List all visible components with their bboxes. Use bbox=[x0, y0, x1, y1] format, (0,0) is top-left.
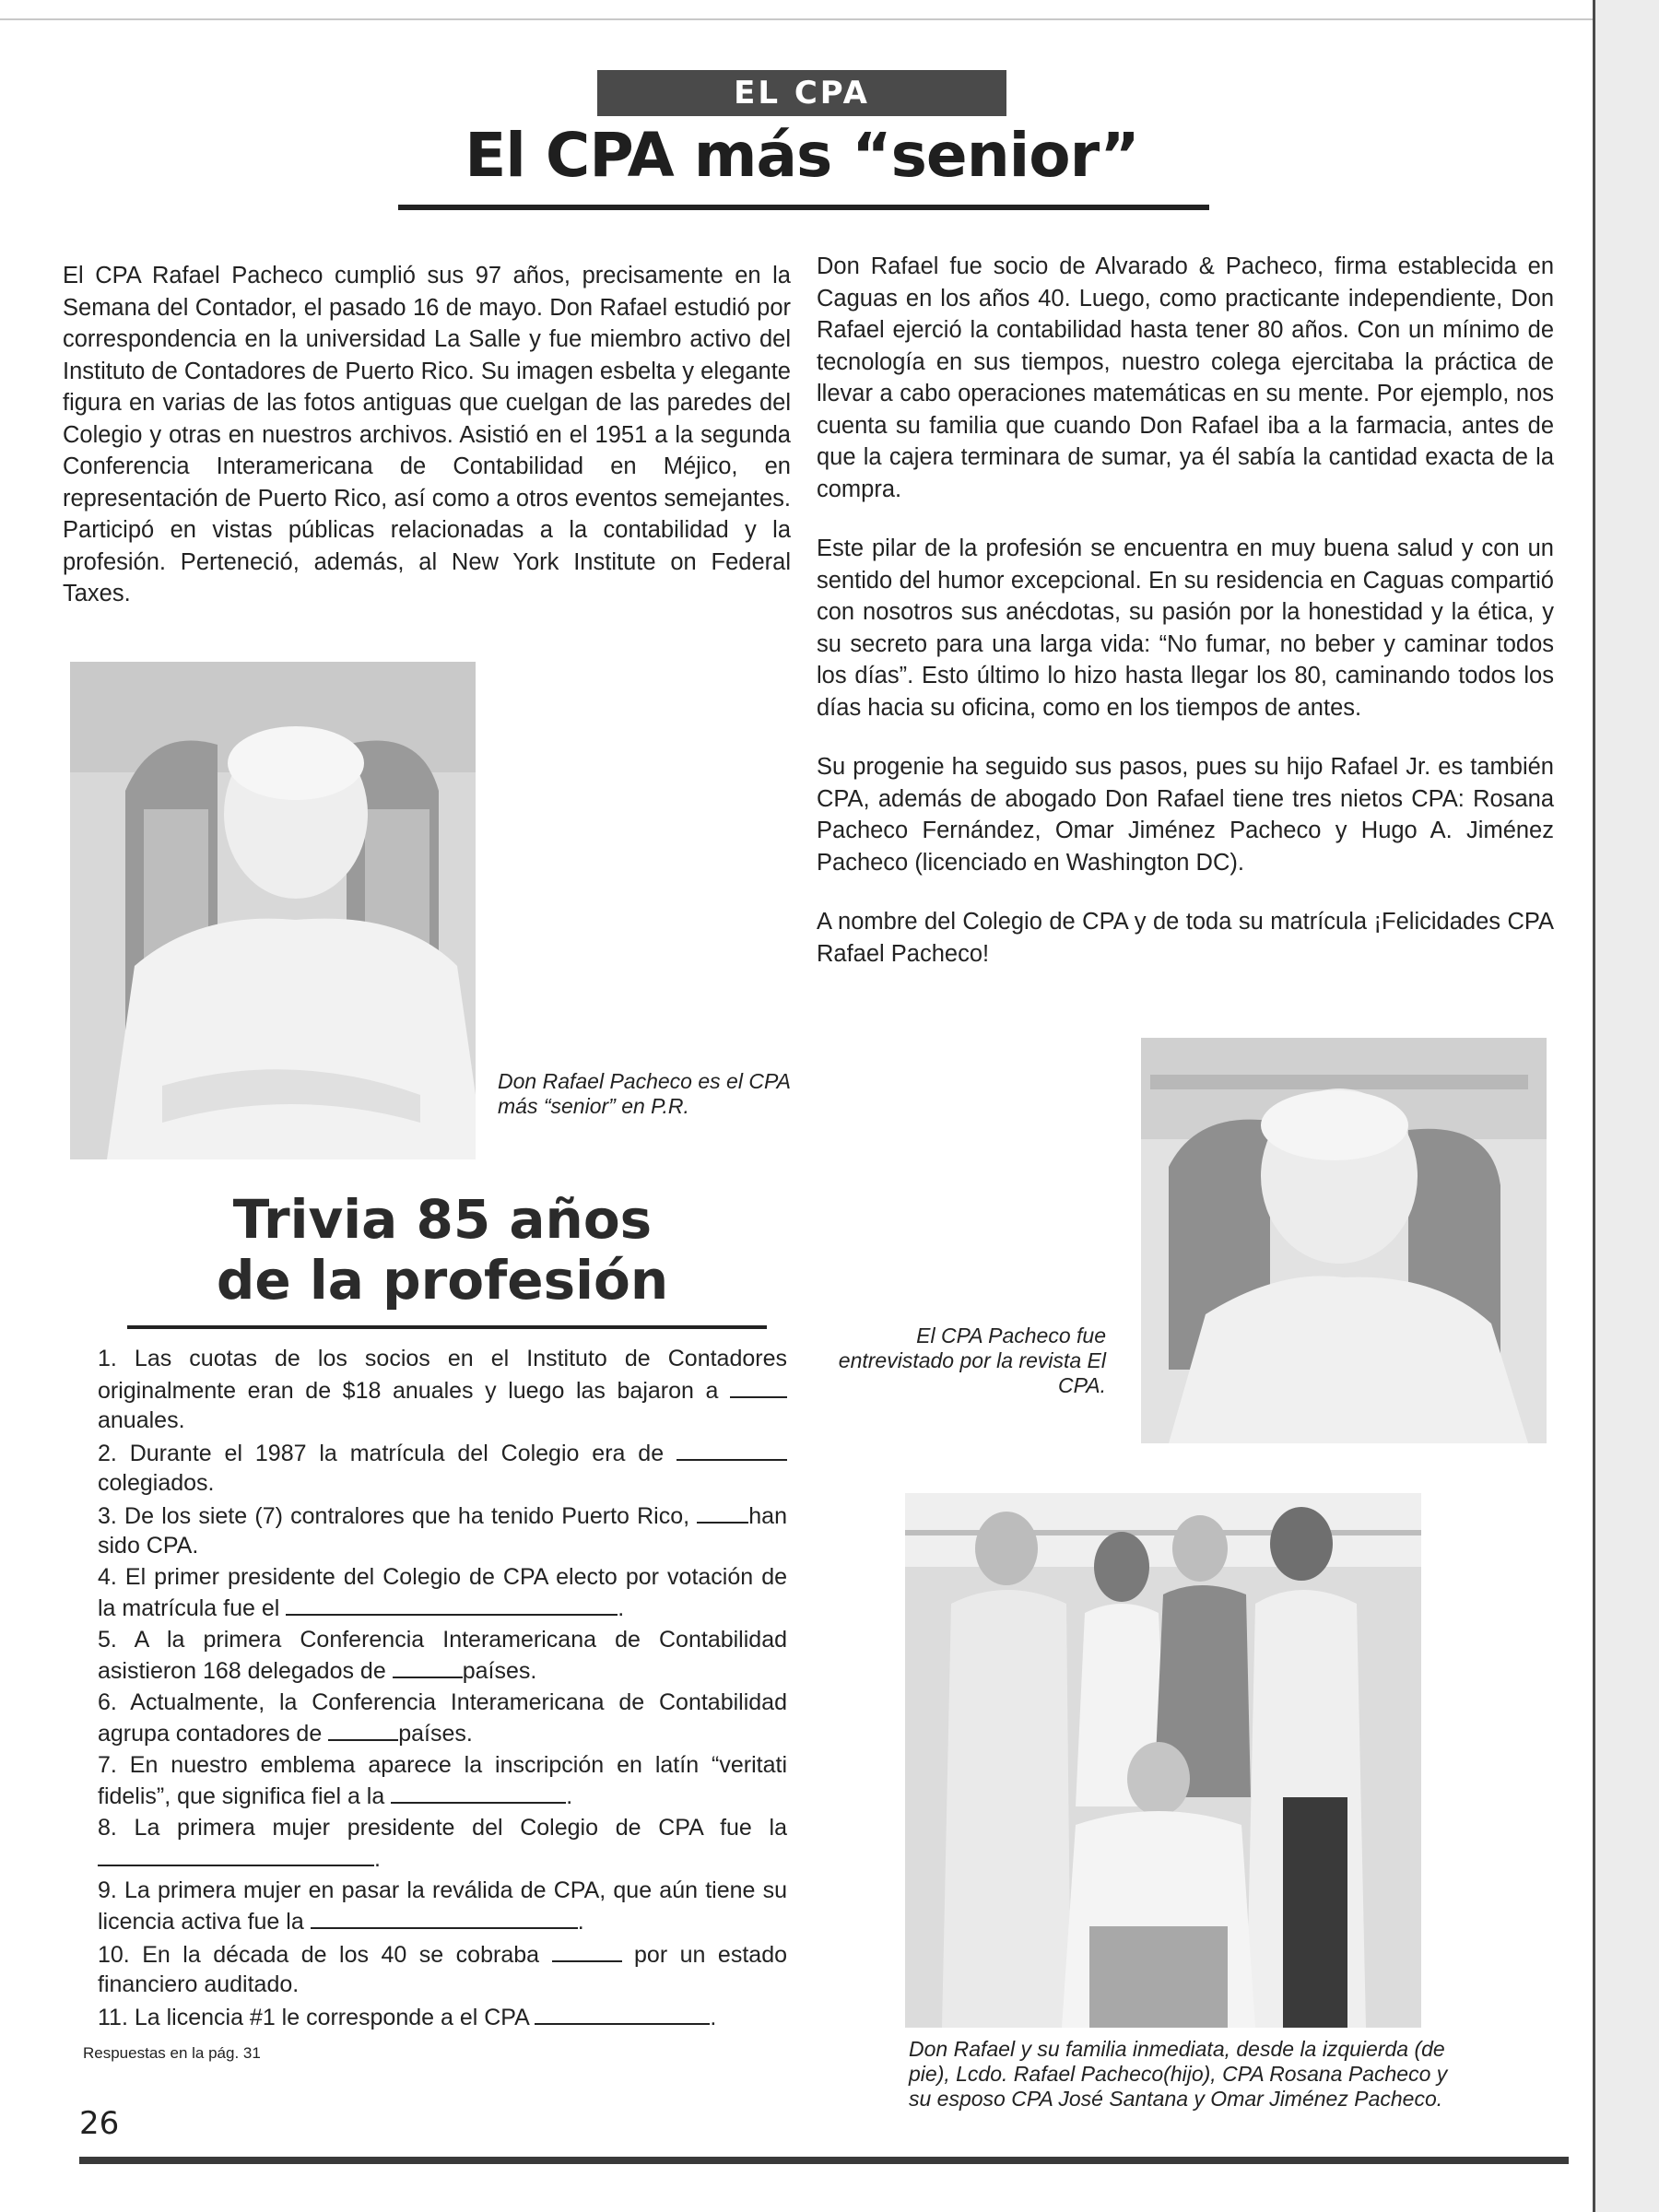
interview-caption: El CPA Pacheco fue entrevistado por la revista El CPA. bbox=[838, 1324, 1106, 1397]
right-paragraph-3: Su progenie ha seguido sus pasos, pues su hijo Rafael Jr. es también CPA, además de abogado Don Rafael tiene tres nietos CPA: Rosana Pacheco Fernández, Omar Jiménez Pacheco y Hugo A. Jiménez Pacheco (licenciado en Washington DC). bbox=[817, 754, 1554, 876]
answer-blank bbox=[393, 1654, 463, 1678]
section-tag: EL CPA bbox=[597, 70, 1006, 116]
right-paragraph-2: Este pilar de la profesión se encuentra en muy buena salud y con un sentido del humor excepcional. En su residencia en Caguas compartió con nosotros sus anécdotas, su pasión por la honestidad y la ética, y su secreto para una larga vida: “No fumar, no beber y caminar todos los días”. Esto último lo hizo hasta llegar los 80, caminando todos los días hacia su oficina, como en los tiempos de antes. bbox=[817, 535, 1554, 721]
right-paragraph-1: Don Rafael fue socio de Alvarado & Pacheco, firma establecida en Caguas en los años 40. Luego, como practicante independiente, Don Rafael ejerció la contabilidad hasta tener 80 años. Con un mínimo de tecnología en sus tiempos, nuestro colega ejercitaba la práctica de llevar a cabo operaciones matemáticas en su mente. Por ejemplo, nos cuenta su familia que cuando Don Rafael iba a la farmacia, antes de que la cajera terminara de sumar, ya él sabía la cantidad exacta de la compra. bbox=[817, 253, 1554, 502]
answer-blank bbox=[328, 1717, 398, 1741]
trivia-question-9: 9. La primera mujer en pasar la reválida de CPA, que aún tiene su licencia activa fue la . bbox=[98, 1877, 787, 1935]
family-photo bbox=[905, 1493, 1462, 2028]
top-rule bbox=[0, 18, 1593, 20]
answer-blank bbox=[286, 1592, 618, 1616]
page-edge bbox=[1593, 0, 1659, 2212]
family-caption: Don Rafael y su familia inmediata, desde la izquierda (de pie), Lcdo. Rafael Pacheco(hijo), CPA Rosana Pacheco y su esposo CPA José Santana y Omar Jiménez Pacheco. bbox=[909, 2037, 1448, 2111]
trivia-question-4: 4. El primer presidente del Colegio de CPA electo por votación de la matrícula fue el . bbox=[98, 1563, 787, 1621]
page-number: 26 bbox=[79, 2105, 120, 2142]
bottom-rule bbox=[79, 2157, 1569, 2164]
trivia-title-line-1: Trivia 85 años bbox=[232, 1188, 653, 1251]
interview-photo bbox=[1132, 1038, 1547, 1443]
article-right-column bbox=[817, 251, 1554, 997]
trivia-question-3: 3. De los siete (7) contralores que ha tenido Puerto Rico, han sido CPA. bbox=[98, 1500, 787, 1561]
portrait-photo bbox=[70, 662, 485, 1159]
article-title: El CPA más “senior” bbox=[465, 120, 1139, 191]
trivia-question-8: 8. La primera mujer presidente del Colegio de CPA fue la . bbox=[98, 1814, 787, 1872]
portrait-caption: Don Rafael Pacheco es el CPA más “senior” en P.R. bbox=[498, 1069, 791, 1118]
trivia-question-5: 5. A la primera Conferencia Interamericana de Contabilidad asistieron 168 delegados de países. bbox=[98, 1626, 787, 1684]
right-paragraph-4: A nombre del Colegio de CPA y de toda su matrícula ¡Felicidades CPA Rafael Pacheco! bbox=[817, 909, 1554, 967]
article-intro bbox=[63, 260, 791, 638]
answer-blank bbox=[677, 1437, 787, 1461]
trivia-question-2: 2. Durante el 1987 la matrícula del Colegio era de colegiados. bbox=[98, 1437, 787, 1499]
trivia-question-6: 6. Actualmente, la Conferencia Interamericana de Contabilidad agrupa contadores de países. bbox=[98, 1688, 787, 1747]
answers-note: Respuestas en la pág. 31 bbox=[83, 2044, 261, 2062]
answer-blank bbox=[391, 1780, 566, 1804]
title-divider bbox=[398, 205, 1209, 210]
answer-blank bbox=[311, 1905, 578, 1929]
intro-paragraph: El CPA Rafael Pacheco cumplió sus 97 años, precisamente en la Semana del Contador, el pasado 16 de mayo. Don Rafael estudió por correspondencia en la universidad La Salle y fue miembro activo del Instituto de Contadores de Puerto Rico. Su imagen esbelta y elegante figura en varias de las fotos antiguas que cuelgan de las paredes del Colegio y otras en nuestros archivos. Asistió en el 1951 a la segunda Conferencia Interamericana de Contabilidad en Méjico, en representación de Puerto Rico, así como a otros eventos semejantes. Participó en vistas públicas relacionadas a la contabilidad y la profesión. Perteneció, además, al New York Institute on Federal Taxes. bbox=[63, 263, 791, 606]
answer-blank bbox=[730, 1374, 787, 1398]
answer-blank bbox=[535, 2001, 710, 2025]
answer-blank bbox=[697, 1500, 748, 1524]
trivia-questions bbox=[98, 1344, 787, 2033]
answer-blank bbox=[552, 1938, 622, 1962]
trivia-divider bbox=[127, 1325, 767, 1329]
trivia-question-7: 7. En nuestro emblema aparece la inscripción en latín “veritati fidelis”, que significa fiel a la . bbox=[98, 1751, 787, 1809]
trivia-question-1: 1. Las cuotas de los socios en el Instituto de Contadores originalmente eran de $18 anuales y luego las bajaron a anuales. bbox=[98, 1346, 787, 1433]
answer-blank bbox=[98, 1842, 374, 1866]
trivia-title-line-2: de la profesión bbox=[216, 1249, 669, 1312]
trivia-title bbox=[120, 1189, 765, 1311]
trivia-question-10: 10. En la década de los 40 se cobraba por un estado financiero auditado. bbox=[98, 1938, 787, 2000]
trivia-question-11: 11. La licencia #1 le corresponde a el CPA . bbox=[98, 2001, 787, 2033]
